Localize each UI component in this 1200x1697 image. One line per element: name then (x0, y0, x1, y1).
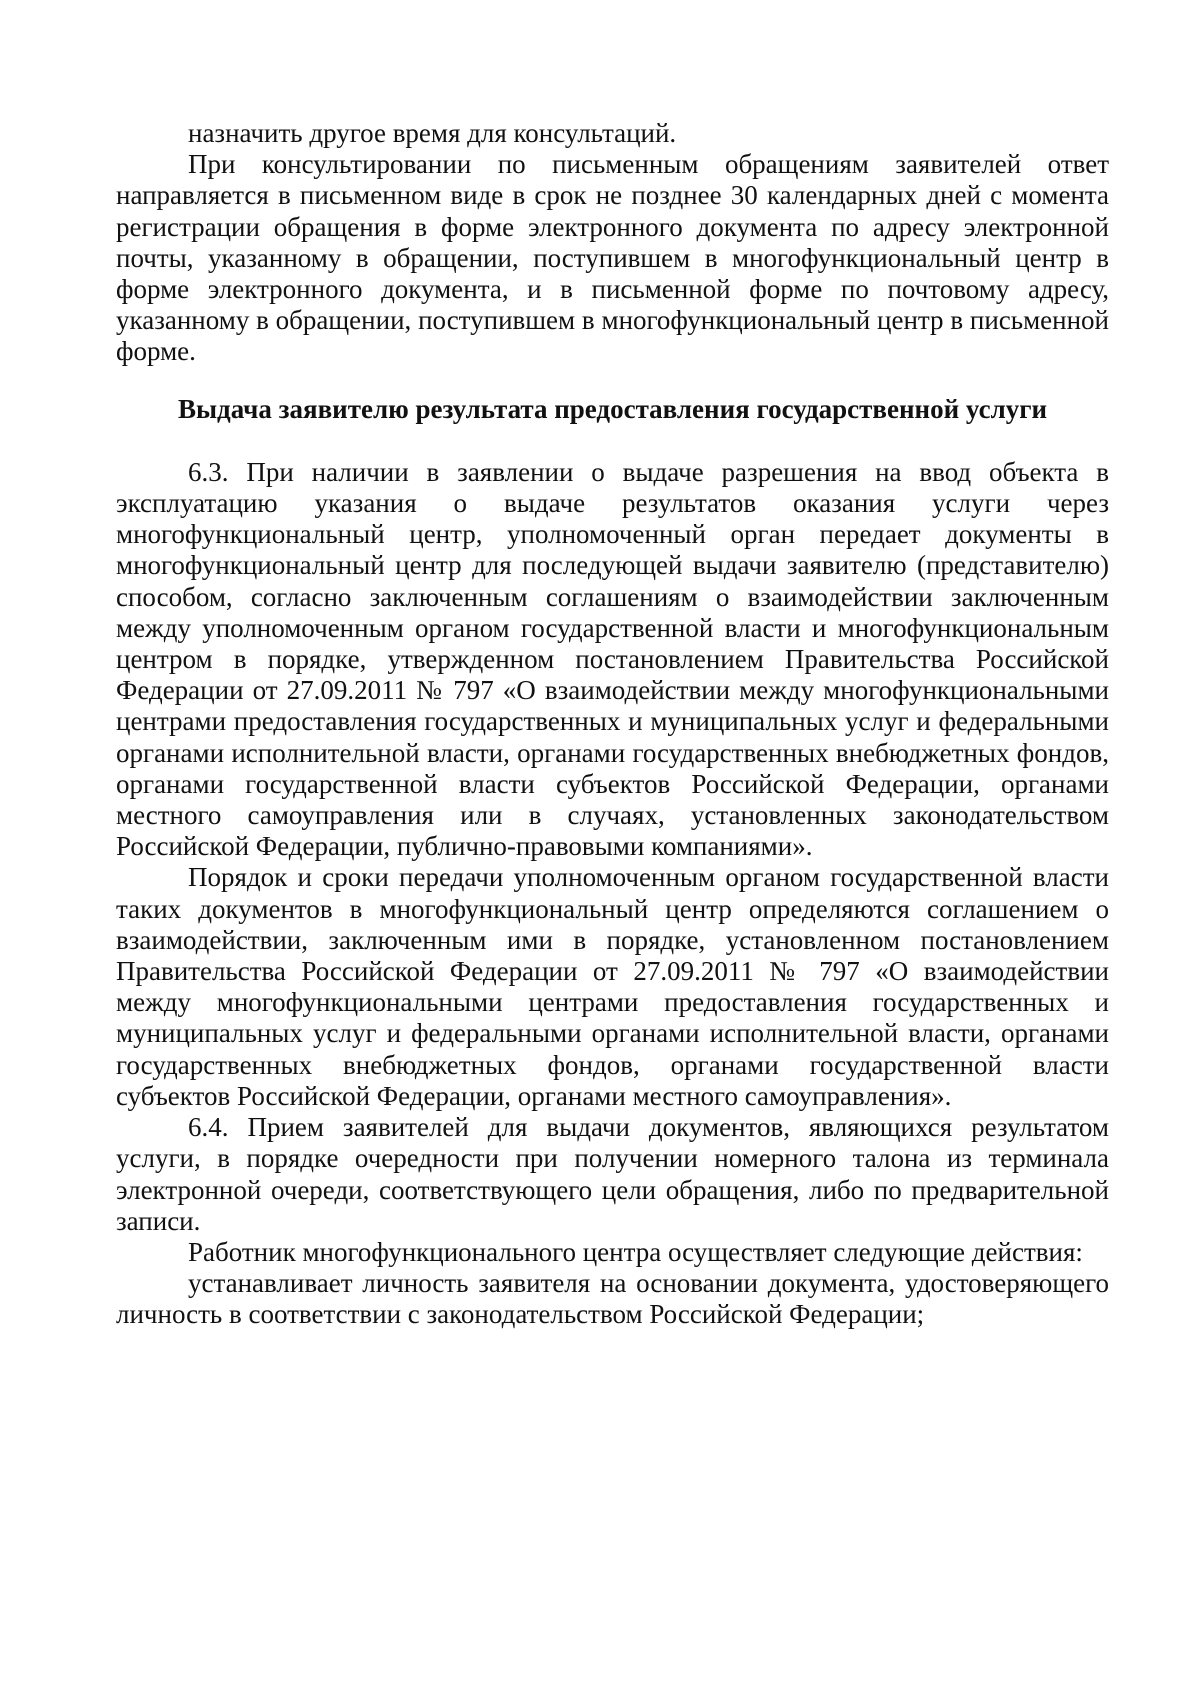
paragraph-written-consultation: При консультировании по письменным обращениям заявителей ответ направляется в письменном виде в срок не позднее 30 календарных дней с момента регистрации обращения в форме электронного документа по адресу электронной почты, указанному в обращении, поступившем в многофункциональный центр в форме электронного документа, и в письменной форме по почтовому адресу, указанному в обращении, поступившем в многофункциональный центр в письменной форме. (116, 149, 1109, 367)
paragraph-employee-actions: Работник многофункционального центра осуществляет следующие действия: (188, 1236, 1083, 1267)
paragraph-6-3: 6.3. При наличии в заявлении о выдаче разрешения на ввод объекта в эксплуатацию указания о выдаче результатов оказания услуги через многофункциональный центр, уполномоченный орган передает документы в многофункциональный центр для последующей выдачи заявителю (представителю) способом, согласно заключенным соглашениям о взаимодействии заключенным между уполномоченным органом государственной власти и многофункциональным центром в порядке, утвержденном постановлением Правительства Российской Федерации от 27.09.2011 № 797 «О взаимодействии между многофункциональными центрами предоставления государственных и муниципальных услуг и федеральными органами исполнительной власти, органами государственных внебюджетных фондов, органами государственной власти субъектов Российской Федерации, органами местного самоуправления или в случаях, установленных законодательством Российской Федерации, публично-правовыми компаниями». (116, 456, 1109, 862)
paragraph-6-4: 6.4. Прием заявителей для выдачи документов, являющихся результатом услуги, в порядке очередности при получении номерного талона из терминала электронной очереди, соответствующего цели обращения, либо по предварительной записи. (116, 1112, 1109, 1236)
paragraph-consultation-time: назначить другое время для консультаций. (188, 118, 677, 148)
document-page (116, 118, 1109, 1331)
paragraph-identity-check: устанавливает личность заявителя на основании документа, удостоверяющего личность в соответствии с законодательством Российской Федерации; (116, 1268, 1109, 1330)
section-heading: Выдача заявителю результата предоставления государственной услуги (177, 393, 1048, 424)
paragraph-transfer-procedure: Порядок и сроки передачи уполномоченным органом государственной власти таких документов в многофункциональный центр определяются соглашением о взаимодействии, заключенным ими в порядке, установленном постановлением Правительства Российской Федерации от 27.09.2011 № 797 «О взаимодействии между многофункциональными центрами предоставления государственных и муниципальных услуг и федеральными органами исполнительной власти, органами государственных внебюджетных фондов, органами государственной власти субъектов Российской Федерации, органами местного самоуправления». (116, 862, 1109, 1111)
